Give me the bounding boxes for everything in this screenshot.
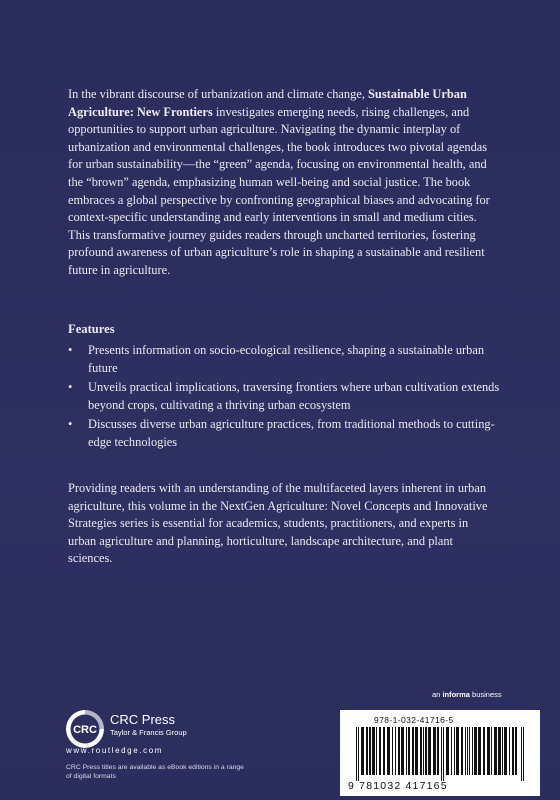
barcode-bar — [372, 727, 375, 775]
barcode-bar — [454, 727, 455, 775]
informa-business-label — [432, 690, 502, 699]
barcode-bar — [467, 727, 468, 775]
features-heading: Features — [68, 322, 115, 336]
barcode-bar — [425, 727, 427, 775]
publisher-block — [110, 712, 187, 737]
ebook-note: CRC Press titles are available as eBook editions in a range of digital formats — [66, 764, 244, 780]
features-list — [68, 342, 508, 454]
barcode-bar — [491, 727, 492, 775]
intro-text-start: In the vibrant discourse of urbanization and climate change, — [68, 87, 369, 101]
intro-paragraph — [68, 86, 498, 280]
barcode-guard-bar — [441, 727, 442, 781]
feature-item — [68, 342, 508, 377]
barcode-bar — [406, 727, 407, 775]
barcode-bar — [387, 727, 390, 775]
publisher-name: CRC Press — [110, 712, 176, 727]
barcode-bar — [498, 727, 501, 775]
barcode-bar — [446, 727, 449, 775]
publisher-group: Taylor & Francis Group — [110, 728, 187, 737]
crc-logo-icon — [64, 708, 106, 750]
barcode-bar — [483, 727, 485, 775]
outro-paragraph: Providing readers with an understanding of the multifaceted layers inherent in urban agriculture, this volume in the NextGen Agriculture: Novel Concepts and Innovative Strategies series is essential for academics, students, practitioners, and experts in urban agriculture and planning, horticulture, landscape architecture, and plant sciences. — [68, 481, 488, 566]
barcode-bar — [456, 727, 459, 775]
informa-prefix: an — [432, 690, 443, 699]
barcode-bar — [366, 727, 368, 775]
barcode-bar — [420, 727, 422, 775]
barcode-bar — [383, 727, 385, 775]
barcode-bar — [428, 727, 431, 775]
isbn-number: 978-1-032-41716-5 — [374, 715, 454, 725]
barcode-guard-bar — [356, 727, 357, 781]
barcode-bar — [509, 727, 510, 775]
barcode-bar — [392, 727, 393, 775]
bullet-icon: • — [68, 417, 73, 432]
publisher-website[interactable]: www.routledge.com — [66, 746, 164, 755]
barcode-bar — [398, 727, 400, 775]
barcode-bar — [376, 727, 377, 775]
barcode-bar — [437, 727, 439, 775]
feature-item — [68, 416, 508, 451]
barcode-bar — [361, 727, 364, 775]
barcode-bar — [395, 727, 396, 775]
ean-number: 9 781032 417165 — [348, 780, 448, 792]
feature-item — [68, 379, 508, 414]
barcode-bar — [469, 727, 470, 775]
barcode-bar — [512, 727, 514, 775]
barcode-panel — [340, 710, 540, 796]
barcode-bar — [504, 727, 507, 775]
book-title: Sustainable Urban Agriculture: New Frontiers — [68, 87, 467, 119]
barcode-bar — [379, 727, 381, 775]
barcode-bar — [474, 727, 477, 775]
barcode-guard-bar — [358, 727, 359, 781]
barcode-bar — [451, 727, 452, 775]
barcode-icon — [354, 727, 526, 781]
barcode-bar — [494, 727, 497, 775]
feature-text: Presents information on socio-ecological resilience, shaping a sustainable urban future — [88, 343, 485, 375]
barcode-guard-bar — [521, 727, 522, 781]
barcode-bar — [461, 727, 463, 775]
barcode-bar — [465, 727, 466, 775]
feature-text: Unveils practical implications, traversing frontiers where urban cultivation extends beyond crops, cultivating a thriving urban ecosystem — [88, 380, 500, 412]
barcode-bar — [472, 727, 473, 775]
barcode-bar — [487, 727, 490, 775]
barcode-bar — [401, 727, 404, 775]
barcode-guard-bar — [523, 727, 524, 781]
barcode-bar — [423, 727, 424, 775]
intro-text-rest: investigates emerging needs, rising challenges, and opportunities to support urban agriculture. Navigating the dynamic interplay of urbanization and environmental challenges, the book introduces two pivotal agendas for urban sustainability—the “green” agenda, focusing on environmental health, and the “brown” agenda, emphasizing human well-being and social justice. The book embraces a global perspective by confronting geographical biases and advocating for context-specific understanding and early interventions in small and medium cities. This transformative journey guides readers through uncharted territories, fostering profound awareness of urban agriculture’s role in shaping a sustainable and resilient future in agriculture. — [68, 104, 490, 277]
barcode-bar — [408, 727, 410, 775]
barcode-bar — [415, 727, 418, 775]
bullet-icon: • — [68, 343, 73, 357]
bullet-icon: • — [68, 380, 73, 395]
feature-text: Discusses diverse urban agriculture practices, from traditional methods to cutting-edge technologies — [88, 417, 495, 449]
barcode-bar — [478, 727, 481, 775]
barcode-bar — [502, 727, 503, 775]
crc-logo-text: CRC — [73, 724, 97, 736]
informa-suffix: business — [469, 690, 502, 699]
barcode-bar — [433, 727, 436, 775]
barcode-bar — [515, 727, 517, 775]
barcode-bar — [369, 727, 371, 775]
barcode-guard-bar — [443, 727, 444, 781]
informa-name: informa — [442, 690, 470, 699]
barcode-bar — [412, 727, 414, 775]
